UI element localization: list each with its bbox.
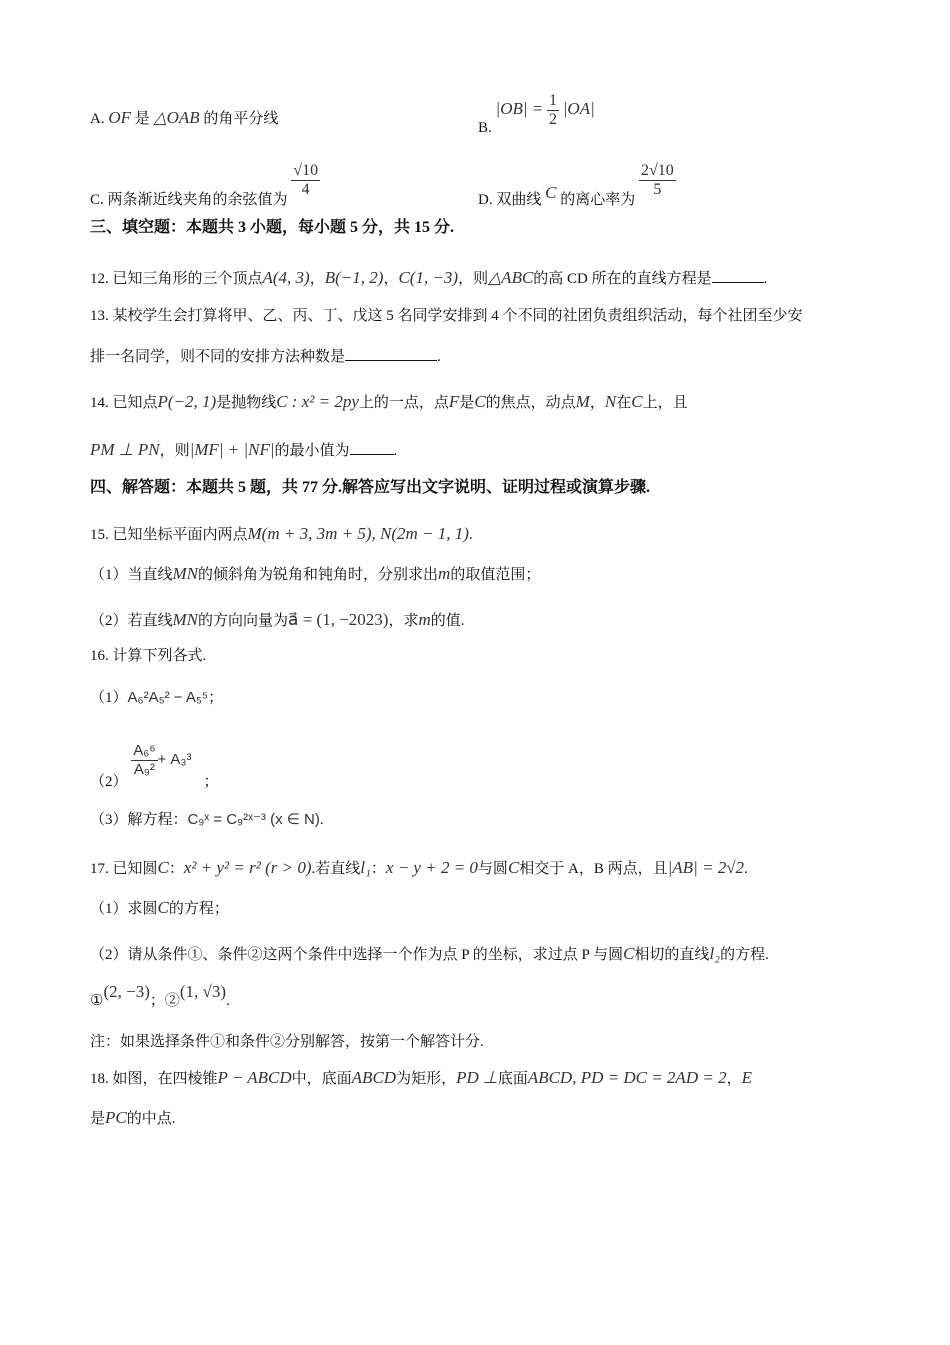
- q17-line-l2: l₂: [709, 944, 721, 963]
- q17-condition-marker: ①: [90, 993, 104, 1009]
- q18-sep: ，: [726, 1071, 742, 1087]
- question-15: [90, 524, 473, 545]
- q18-segment-pc: PC: [105, 1108, 127, 1127]
- option-c-num: √10: [293, 162, 319, 179]
- option-d-den: 5: [653, 181, 662, 198]
- question-17-conditions: [90, 982, 230, 1011]
- q14-text: 的最小值为: [274, 443, 350, 459]
- q17-circle-c: C: [623, 944, 635, 963]
- q16-end: ；: [208, 690, 224, 706]
- q17-line-l1: l₁: [360, 858, 371, 877]
- q17-end: .: [226, 993, 230, 1009]
- q17-circle-equation: x² + y² = r² (r > 0): [183, 858, 312, 877]
- option-c-text: 两条渐近线夹角的余弦值为: [107, 191, 288, 208]
- q18-text: 是: [90, 1111, 106, 1127]
- q12-sep: ，: [309, 271, 325, 287]
- q16-end: ；: [203, 773, 219, 790]
- q14-expression: |MF| + |NF|: [189, 440, 275, 459]
- option-b: [478, 92, 595, 136]
- q14-point-m: M: [575, 392, 590, 411]
- q16-label: （3）解方程：: [90, 812, 188, 828]
- section-3-heading: 三、填空题：本题共 3 小题，每小题 5 分，共 15 分.: [90, 219, 455, 236]
- q18-text: 18. 如图，在四棱锥: [90, 1071, 218, 1087]
- option-b-right: |OA|: [562, 98, 595, 118]
- q14-curve: C: [474, 392, 486, 411]
- q12-sep: ，: [383, 271, 399, 287]
- q16-num: A₆⁶: [133, 742, 156, 759]
- answer-blank: [350, 438, 394, 455]
- q17-sep: ：: [370, 861, 386, 877]
- q12-text: 的高 CD 所在的直线方程是: [533, 271, 712, 287]
- q15-text: 的倾斜角为锐角和钝角时，分别求出: [198, 567, 439, 583]
- q12-end: .: [763, 271, 768, 287]
- option-a-text2: 的角平分线: [203, 111, 279, 127]
- option-b-num: 1: [549, 92, 557, 109]
- option-c-label: C.: [90, 191, 104, 208]
- q14-text: 上，且: [642, 395, 688, 411]
- q18-text: 中，底面: [291, 1071, 352, 1087]
- question-17: [90, 858, 748, 879]
- option-a-triangle: △OAB: [153, 108, 200, 127]
- answer-blank: [712, 266, 764, 283]
- option-d-fraction: [639, 162, 676, 199]
- option-a-text: 是: [134, 111, 150, 127]
- option-a-math: OF: [108, 108, 132, 127]
- option-b-left: |OB| =: [495, 98, 544, 118]
- question-16-part1: [90, 688, 223, 708]
- question-16-title: 16. 计算下列各式.: [90, 648, 207, 664]
- q17-line-equation: x − y + 2 = 0: [385, 858, 478, 877]
- q17-condition-marker: ；②: [149, 993, 180, 1009]
- q14-focus: F: [448, 392, 460, 411]
- q17-text: 相切的直线: [634, 947, 710, 963]
- q16-end: .: [319, 812, 324, 828]
- q13-text: 排一名同学，则不同的安排方法种数是: [90, 349, 346, 365]
- q14-text: 的焦点，动点: [485, 395, 576, 411]
- q16-fraction: [131, 742, 157, 779]
- q12-triangle: △ABC: [488, 268, 534, 287]
- section-4-heading: 四、解答题：本题共 5 题，共 77 分.解答应写出文字说明、证明过程或演算步骤.: [90, 479, 651, 496]
- q15-direction-vector: a⃗ = (1, −2023): [288, 610, 389, 629]
- option-b-fraction: [547, 92, 559, 129]
- q17-sep: ：: [168, 861, 184, 877]
- question-13-line1: 13. 某校学生会打算将甲、乙、丙、丁、戊这 5 名同学安排到 4 个不同的社团负责组织活动，每个社团至少安: [90, 308, 803, 324]
- q14-curve: C: [631, 392, 643, 411]
- option-b-den: 2: [549, 111, 557, 128]
- q15-var-m: m: [418, 610, 431, 629]
- q14-text: ，则: [159, 443, 190, 459]
- q17-text: （1）求圆: [90, 901, 158, 917]
- option-c-den: 4: [301, 181, 310, 198]
- option-d-label: D.: [478, 191, 493, 208]
- q12-point-b: B(−1, 2): [324, 268, 384, 287]
- q15-text: 的值.: [430, 613, 465, 629]
- q18-text: 底面: [497, 1071, 528, 1087]
- q14-end: .: [393, 443, 398, 459]
- q16-label: （1）: [90, 690, 128, 706]
- q16-equation: C₉ˣ = C₉²ˣ⁻³ (x ∈ N): [187, 811, 320, 828]
- q17-chord-length: |AB| = 2√2: [667, 858, 745, 877]
- q16-den: A₉²: [133, 761, 155, 778]
- option-d-math: C: [545, 182, 557, 202]
- question-14-line1: [90, 392, 688, 413]
- answer-blank: [345, 344, 437, 361]
- question-17-note: 注：如果选择条件①和条件②分别解答，按第一个解答计分.: [90, 1034, 484, 1050]
- option-a: [90, 108, 278, 129]
- question-14-line2: [90, 438, 397, 461]
- q15-end: .: [468, 527, 473, 543]
- q14-text: 上的一点，点: [358, 395, 449, 411]
- q16-plus-term: + A₃³: [157, 750, 192, 768]
- q14-text: 是抛物线: [216, 395, 277, 411]
- q17-text: 相交于 A，B 两点，且: [519, 861, 668, 877]
- option-d: [478, 148, 676, 208]
- q15-text: （1）当直线: [90, 567, 173, 583]
- question-12: [90, 266, 767, 289]
- q17-end: .: [744, 861, 748, 877]
- q17-text: （2）请从条件①、条件②这两个条件中选择一个作为点 P 的坐标，求过点 P 与圆: [90, 947, 624, 963]
- q12-text: 12. 已知三角形的三个顶点: [90, 271, 263, 287]
- question-16-part3: [90, 810, 324, 830]
- question-18-line1: [90, 1068, 752, 1089]
- q17-text: 的方程；: [168, 901, 229, 917]
- question-15-part1: [90, 564, 540, 585]
- q17-text: 与圆: [477, 861, 508, 877]
- q15-text: ，求: [388, 613, 419, 629]
- option-d-text2: 的离心率为: [560, 191, 636, 208]
- q17-circle-c: C: [507, 858, 520, 877]
- option-d-num: 2√10: [640, 162, 674, 179]
- q18-condition: ABCD, PD = DC = 2AD = 2: [527, 1068, 727, 1087]
- q18-pyramid: P − ABCD: [217, 1068, 292, 1087]
- q14-text: 14. 已知点: [90, 395, 158, 411]
- question-17-part1: [90, 898, 229, 919]
- q12-point-a: A(4, 3): [262, 268, 310, 287]
- q15-text: 的取值范围；: [450, 567, 541, 583]
- q17-condition-2: (1, √3): [179, 982, 227, 1001]
- option-a-label: A.: [90, 111, 105, 127]
- q14-text: 在: [616, 395, 632, 411]
- q15-points: M(m + 3, 3m + 5), N(2m − 1, 1): [247, 524, 469, 543]
- q14-sep: ，: [589, 395, 605, 411]
- question-13-line2: [90, 344, 441, 367]
- q17-text: 的方程.: [720, 947, 769, 963]
- option-c: [90, 148, 320, 208]
- q13-end: .: [437, 349, 441, 365]
- q18-base: ABCD: [351, 1068, 397, 1087]
- q18-text: 的中点.: [126, 1111, 176, 1127]
- q16-expression-1: A₆²A₅² − A₅⁵: [127, 689, 209, 706]
- q15-line-mn: MN: [172, 564, 199, 583]
- q12-point-c: C(1, −3): [398, 268, 459, 287]
- q15-var-m: m: [438, 564, 451, 583]
- q16-label: （2）: [90, 773, 128, 790]
- q17-condition-1: (2, −3): [103, 982, 150, 1001]
- q18-text: 为矩形，: [396, 1071, 457, 1087]
- question-18-line2: [90, 1108, 176, 1129]
- q15-text: 的方向向量为: [198, 613, 289, 629]
- option-b-label: B.: [478, 119, 492, 136]
- q18-perp: PD ⊥: [456, 1068, 498, 1087]
- question-16-part2: [90, 728, 219, 790]
- q12-text: ，则: [458, 271, 489, 287]
- q14-point-n: N: [604, 392, 617, 411]
- question-17-part2: [90, 944, 769, 965]
- q15-text: 15. 已知坐标平面内两点: [90, 527, 248, 543]
- option-d-text: 双曲线: [496, 191, 542, 208]
- q18-point-e: E: [741, 1068, 752, 1087]
- q14-parabola: C : x² = 2py: [276, 392, 359, 411]
- q17-text: .若直线: [311, 861, 361, 877]
- q17-text: 17. 已知圆: [90, 861, 158, 877]
- q17-circle-c: C: [157, 858, 169, 877]
- q14-perp: PM ⊥ PN: [90, 440, 160, 459]
- q14-text: 是: [459, 395, 475, 411]
- option-c-fraction: [291, 162, 320, 199]
- q17-circle-c: C: [157, 898, 169, 917]
- q14-point-p: P(−2, 1): [157, 392, 217, 411]
- q15-line-mn: MN: [172, 610, 199, 629]
- question-15-part2: [90, 610, 465, 631]
- q15-text: （2）若直线: [90, 613, 173, 629]
